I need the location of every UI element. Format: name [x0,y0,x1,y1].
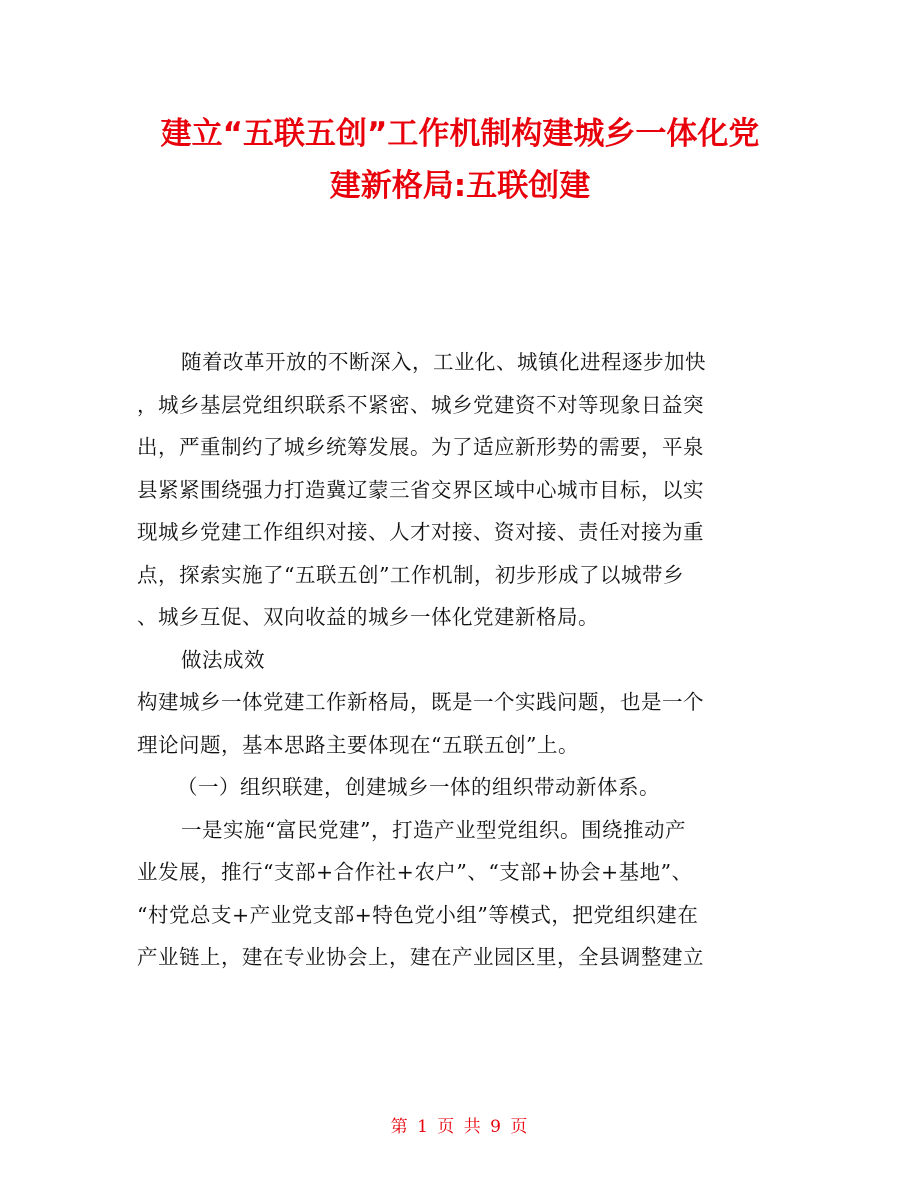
section-heading: 做法成效 [181,647,265,672]
paragraph-line: 县紧紧围绕强力打造冀辽蒙三省交界区域中心城市目标，以实 [137,477,704,502]
document-title-line-2: 建新格局:五联创建 [329,168,591,204]
paragraph-line: 现城乡党建工作组织对接、人才对接、资对接、责任对接为重 [137,520,704,544]
paragraph-line: 构建城乡一体党建工作新格局，既是一个实践问题，也是一个 [137,690,704,714]
paragraph-line: 理论问题，基本思路主要体现在“五联五创”上。 [137,732,579,757]
paragraph-line: 点，探索实施了“五联五创”工作机制，初步形成了以城带乡 [137,562,684,587]
paragraph-line: 随着改革开放的不断深入，工业化、城镇化进程逐步加快 [181,350,706,374]
paragraph-line: 、城乡互促、双向收益的城乡一体化党建新格局。 [137,605,599,629]
paragraph-line: 出，严重制约了城乡统筹发展。为了适应新形势的需要，平泉 [137,435,704,459]
paragraph-line: 一是实施“富民党建”，打造产业型党组织。围绕推动产 [181,817,686,842]
page-footer: 第 1 页 共 9 页 [390,1117,530,1137]
paragraph-line: 业发展，推行“支部+合作社+农户”、“支部+协会+基地”、 [137,860,693,884]
paragraph-line: ，城乡基层党组织联系不紧密、城乡党建资不对等现象日益突 [137,392,704,417]
document-title-line-1: 建立“五联五创”工作机制构建城乡一体化党 [160,116,760,152]
document-body [137,341,787,979]
subsection-heading: （一）组织联建，创建城乡一体的组织带动新体系。 [177,775,660,799]
paragraph-line: “村党总支+产业党支部+特色党小组”等模式，把党组织建在 [137,902,699,927]
paragraph-line: 产业链上，建在专业协会上，建在产业园区里，全县调整建立 [137,945,704,969]
